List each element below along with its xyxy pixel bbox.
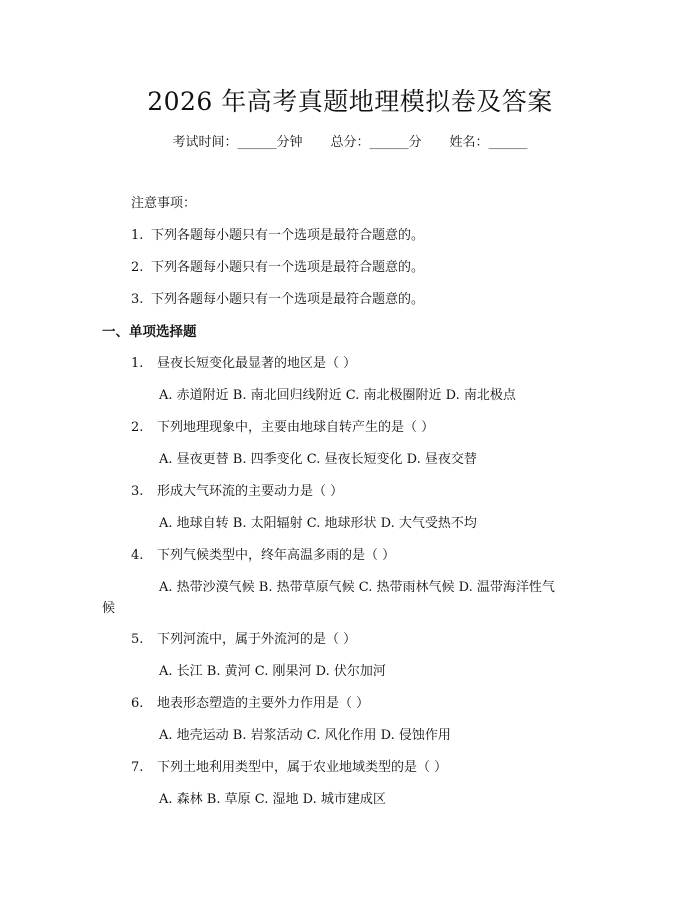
notice-item-number: 1. bbox=[131, 228, 144, 243]
question-text: 下列河流中，属于外流河的是（ ） bbox=[157, 632, 357, 647]
question-options: A. 森林 B. 草原 C. 湿地 D. 城市建成区 bbox=[159, 792, 386, 807]
question-text: 昼夜长短变化最显著的地区是（ ） bbox=[157, 356, 357, 371]
notice-item bbox=[131, 288, 424, 307]
question-text: 形成大气环流的主要动力是（ ） bbox=[157, 484, 344, 499]
question-stem bbox=[131, 544, 395, 563]
question-number: 5. bbox=[131, 632, 144, 647]
question-options: A. 热带沙漠气候 B. 热带草原气候 C. 热带雨林气候 D. 温带海洋性气 bbox=[159, 580, 555, 595]
question-stem bbox=[131, 416, 434, 435]
notice-item-number: 2. bbox=[131, 260, 144, 275]
notice-heading: 注意事项： bbox=[131, 196, 197, 211]
question-stem bbox=[131, 756, 447, 775]
score-field: 总分：______分 bbox=[330, 135, 422, 150]
question-text: 下列土地利用类型中，属于农业地域类型的是（ ） bbox=[157, 760, 448, 775]
question-stem bbox=[131, 628, 356, 647]
question-text: 下列地理现象中，主要由地球自转产生的是（ ） bbox=[157, 420, 435, 435]
name-field: 姓名：______ bbox=[449, 135, 528, 150]
notice-item bbox=[131, 224, 424, 243]
notice-item-text: 下列各题每小题只有一个选项是最符合题意的。 bbox=[151, 292, 425, 307]
question-number: 7. bbox=[131, 760, 144, 775]
question-options: A. 地壳运动 B. 岩浆活动 C. 风化作用 D. 侵蚀作用 bbox=[159, 728, 451, 743]
time-field: 考试时间：______分钟 bbox=[172, 135, 303, 150]
question-text: 地表形态塑造的主要外力作用是（ ） bbox=[157, 696, 370, 711]
question-number: 1. bbox=[131, 356, 144, 371]
question-number: 2. bbox=[131, 420, 144, 435]
question-number: 6. bbox=[131, 696, 144, 711]
notice-item-number: 3. bbox=[131, 292, 144, 307]
question-options: A. 地球自转 B. 太阳辐射 C. 地球形状 D. 大气受热不均 bbox=[159, 516, 477, 531]
question-options: A. 长江 B. 黄河 C. 刚果河 D. 伏尔加河 bbox=[159, 664, 386, 679]
question-text: 下列气候类型中，终年高温多雨的是（ ） bbox=[157, 548, 396, 563]
question-stem bbox=[131, 480, 343, 499]
question-options-continued: 候 bbox=[102, 601, 116, 616]
section-heading: 一、单项选择题 bbox=[102, 324, 197, 340]
page-title: 2026 年高考真题地理模拟卷及答案 bbox=[147, 87, 553, 116]
notice-item-text: 下列各题每小题只有一个选项是最符合题意的。 bbox=[151, 228, 425, 243]
question-number: 4. bbox=[131, 548, 144, 563]
question-stem bbox=[131, 352, 356, 371]
exam-meta bbox=[0, 131, 700, 150]
notice-item-text: 下列各题每小题只有一个选项是最符合题意的。 bbox=[151, 260, 425, 275]
notice-item bbox=[131, 256, 424, 275]
question-number: 3. bbox=[131, 484, 144, 499]
question-stem bbox=[131, 692, 369, 711]
question-options: A. 昼夜更替 B. 四季变化 C. 昼夜长短变化 D. 昼夜交替 bbox=[159, 452, 477, 467]
question-options: A. 赤道附近 B. 南北回归线附近 C. 南北极圈附近 D. 南北极点 bbox=[159, 388, 516, 403]
